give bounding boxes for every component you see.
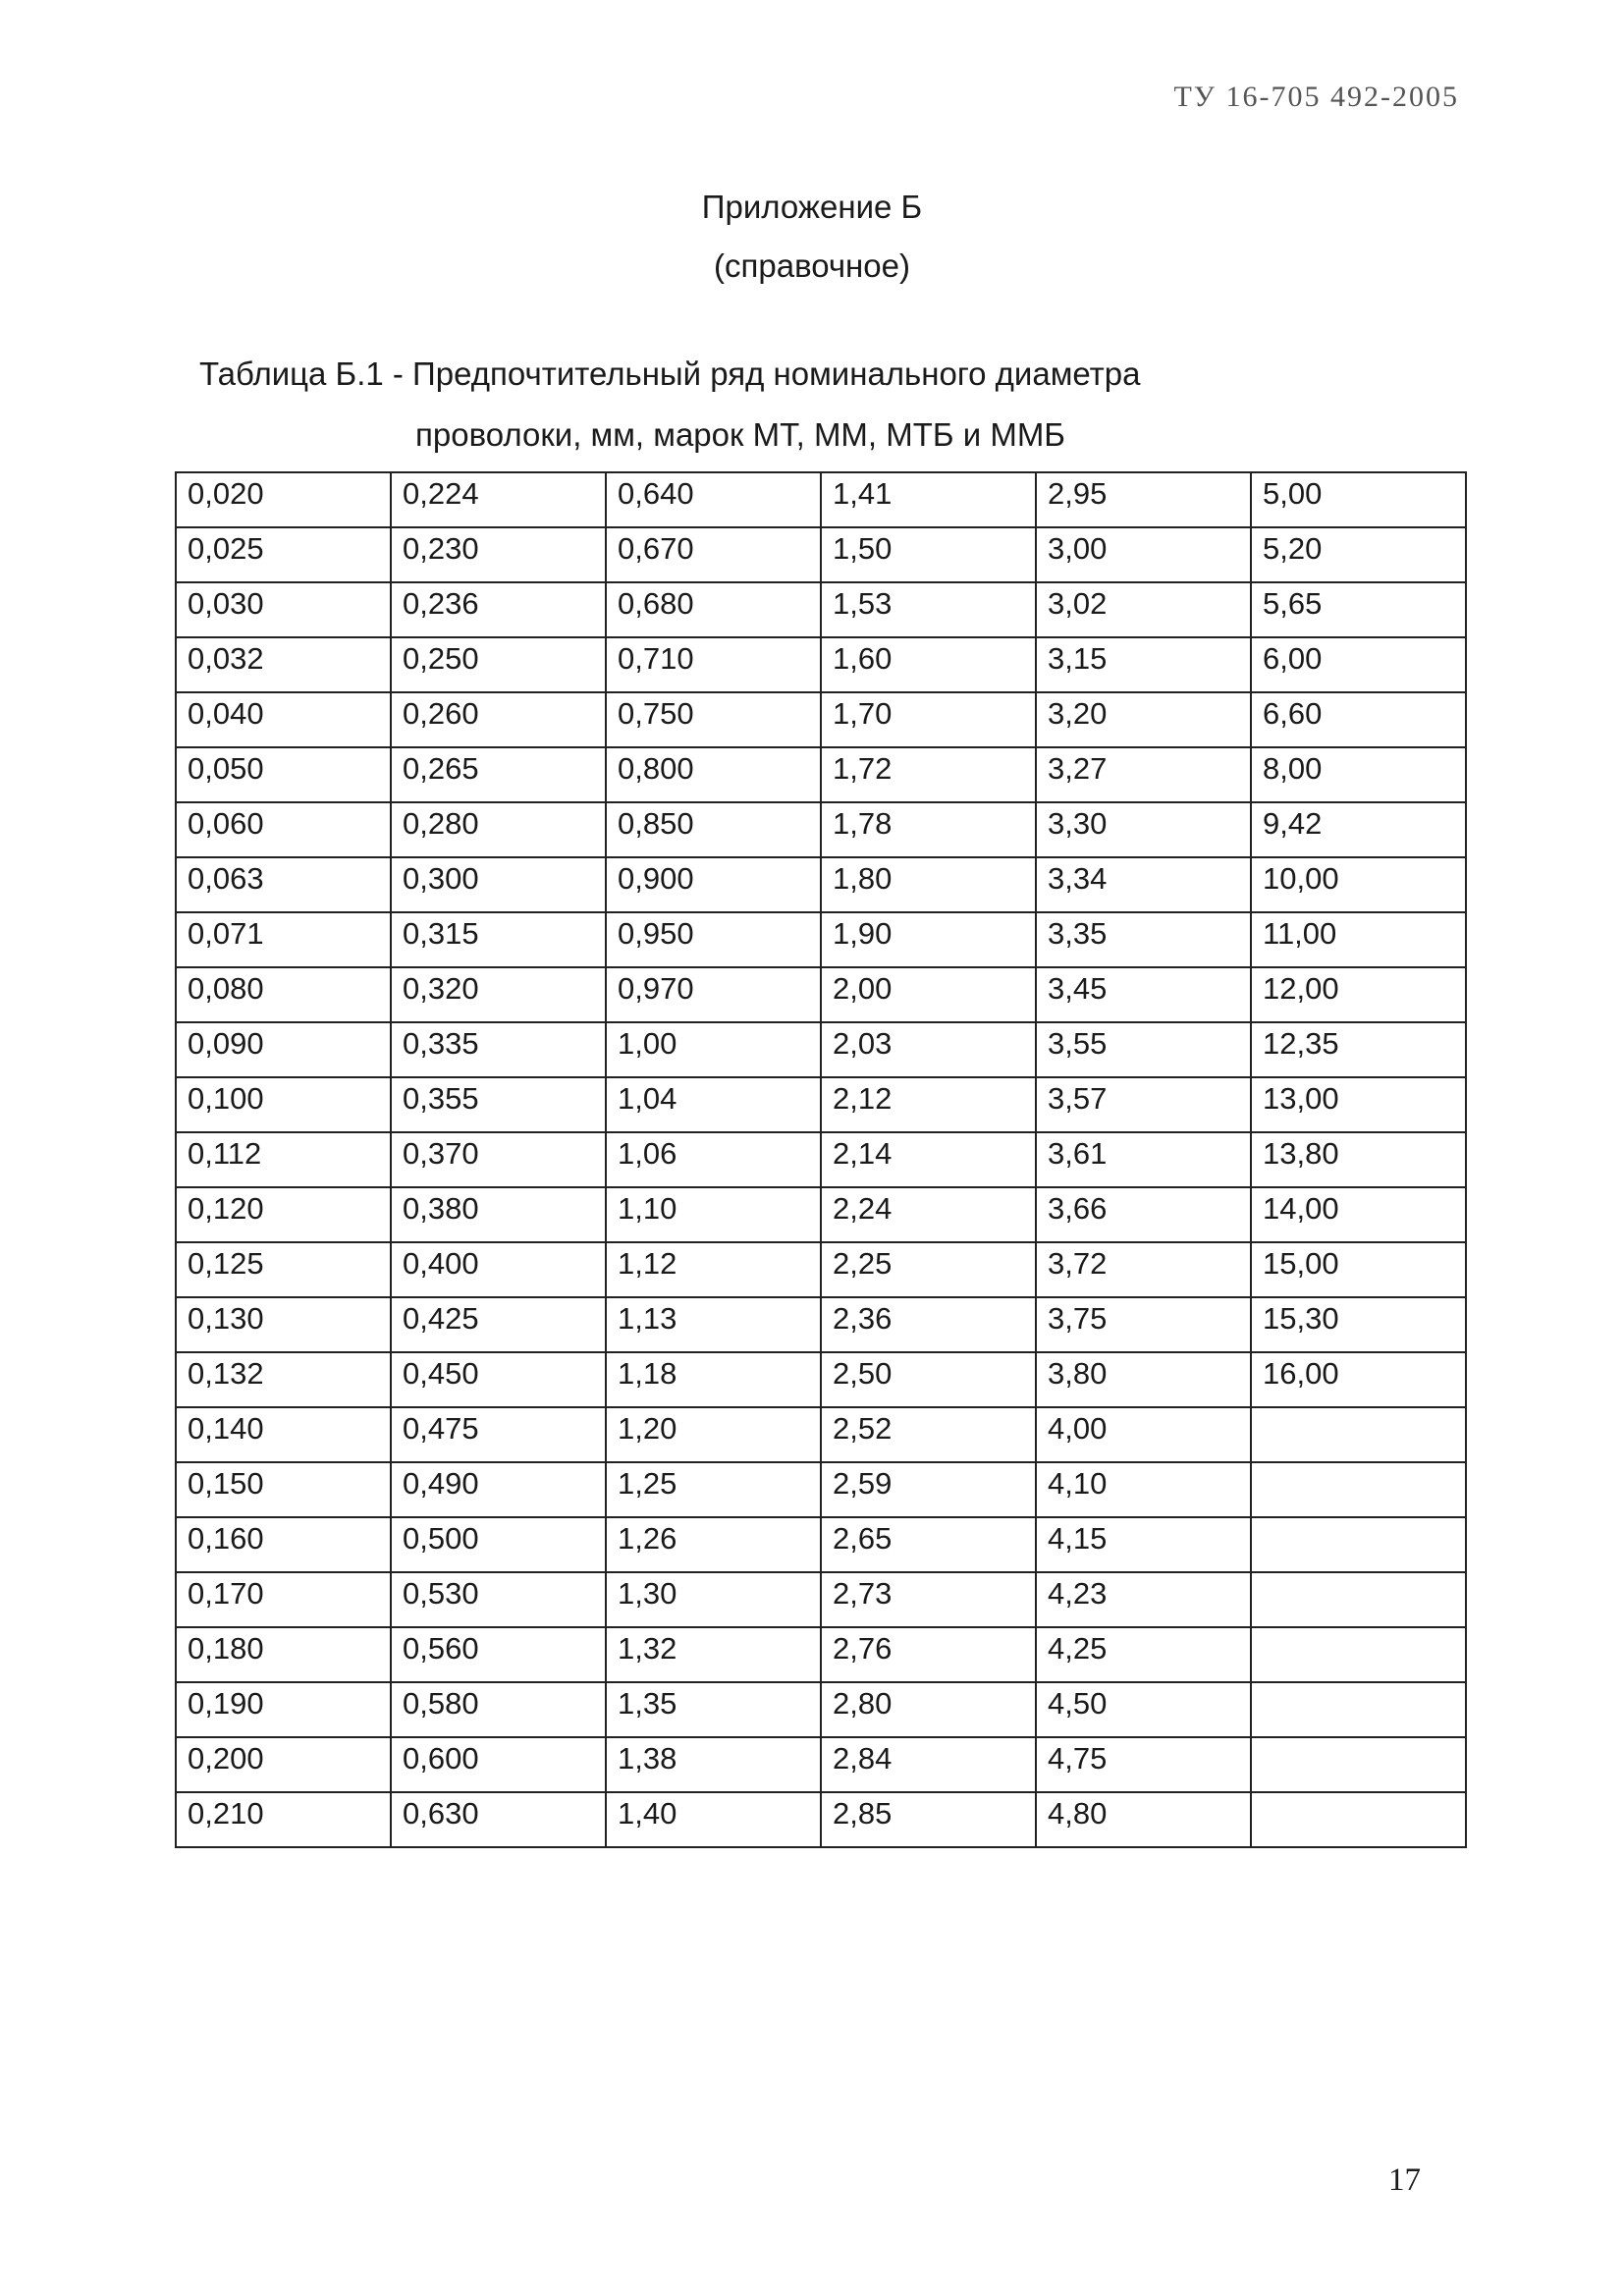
- table-cell: 4,25: [1036, 1627, 1251, 1682]
- table-cell: 3,15: [1036, 637, 1251, 692]
- table-row: [176, 967, 1466, 1022]
- table-cell: 0,530: [391, 1572, 606, 1627]
- table-cell: 0,265: [391, 747, 606, 802]
- wire-diameter-table: [175, 471, 1467, 1848]
- table-cell: 0,063: [176, 857, 391, 912]
- table-cell: 1,60: [821, 637, 1036, 692]
- table-cell: 0,030: [176, 582, 391, 637]
- table-cell: [1251, 1407, 1466, 1462]
- table-cell: 0,040: [176, 692, 391, 747]
- table-cell: 0,180: [176, 1627, 391, 1682]
- page-number: 17: [1388, 2162, 1421, 2198]
- table-cell: 0,250: [391, 637, 606, 692]
- table-cell: 1,50: [821, 527, 1036, 582]
- table-cell: 1,35: [606, 1682, 821, 1737]
- document-code: ТУ 16-705 492-2005: [1173, 81, 1459, 113]
- table-cell: 3,30: [1036, 802, 1251, 857]
- table-cell: 1,10: [606, 1187, 821, 1242]
- table-cell: 2,25: [821, 1242, 1036, 1297]
- table-cell: 0,280: [391, 802, 606, 857]
- table-cell: 11,00: [1251, 912, 1466, 967]
- table-cell: 2,00: [821, 967, 1036, 1022]
- table-cell: 0,210: [176, 1792, 391, 1847]
- table-row: [176, 1682, 1466, 1737]
- table-cell: 4,50: [1036, 1682, 1251, 1737]
- table-cell: 1,25: [606, 1462, 821, 1517]
- table-cell: 0,150: [176, 1462, 391, 1517]
- table-cell: 3,02: [1036, 582, 1251, 637]
- table-cell: 0,450: [391, 1352, 606, 1407]
- table-cell: 13,80: [1251, 1132, 1466, 1187]
- table-cell: 0,130: [176, 1297, 391, 1352]
- table-cell: 15,30: [1251, 1297, 1466, 1352]
- table-cell: 4,00: [1036, 1407, 1251, 1462]
- table-cell: 14,00: [1251, 1187, 1466, 1242]
- table-cell: 5,20: [1251, 527, 1466, 582]
- table-cell: 0,025: [176, 527, 391, 582]
- table-cell: 1,70: [821, 692, 1036, 747]
- table-row: [176, 912, 1466, 967]
- table-cell: 0,120: [176, 1187, 391, 1242]
- table-cell: 0,640: [606, 472, 821, 527]
- table-row: [176, 1242, 1466, 1297]
- table-cell: 0,230: [391, 527, 606, 582]
- table-cell: 1,18: [606, 1352, 821, 1407]
- table-row: [176, 1077, 1466, 1132]
- table-cell: 0,320: [391, 967, 606, 1022]
- table-cell: 0,112: [176, 1132, 391, 1187]
- table-cell: 0,355: [391, 1077, 606, 1132]
- table-row: [176, 802, 1466, 857]
- table-cell: 0,050: [176, 747, 391, 802]
- table-cell: 3,66: [1036, 1187, 1251, 1242]
- table-cell: 3,80: [1036, 1352, 1251, 1407]
- table-cell: 2,24: [821, 1187, 1036, 1242]
- table-row: [176, 1132, 1466, 1187]
- table-cell: [1251, 1627, 1466, 1682]
- table-row: [176, 1352, 1466, 1407]
- table-cell: 1,78: [821, 802, 1036, 857]
- table-row: [176, 1462, 1466, 1517]
- table-cell: 0,090: [176, 1022, 391, 1077]
- table-cell: 0,160: [176, 1517, 391, 1572]
- table-cell: 0,190: [176, 1682, 391, 1737]
- table-cell: 1,12: [606, 1242, 821, 1297]
- table-caption-line-1: Таблица Б.1 - Предпочтительный ряд номинального диаметра: [199, 355, 1141, 392]
- table-cell: 0,475: [391, 1407, 606, 1462]
- table-cell: 2,59: [821, 1462, 1036, 1517]
- table-cell: 4,75: [1036, 1737, 1251, 1792]
- table-cell: 2,36: [821, 1297, 1036, 1352]
- table-row: [176, 472, 1466, 527]
- table-cell: 8,00: [1251, 747, 1466, 802]
- table-row: [176, 1187, 1466, 1242]
- table-cell: 0,580: [391, 1682, 606, 1737]
- table-cell: 0,170: [176, 1572, 391, 1627]
- table-cell: 0,132: [176, 1352, 391, 1407]
- table-cell: 0,425: [391, 1297, 606, 1352]
- table-cell: 1,53: [821, 582, 1036, 637]
- table-cell: 1,26: [606, 1517, 821, 1572]
- table-cell: 0,224: [391, 472, 606, 527]
- table-cell: 0,750: [606, 692, 821, 747]
- table-cell: 2,52: [821, 1407, 1036, 1462]
- table-cell: [1251, 1682, 1466, 1737]
- table-cell: 0,200: [176, 1737, 391, 1792]
- table-cell: 0,850: [606, 802, 821, 857]
- table-cell: 0,020: [176, 472, 391, 527]
- table-cell: 2,65: [821, 1517, 1036, 1572]
- table-cell: 2,14: [821, 1132, 1036, 1187]
- table-cell: 0,140: [176, 1407, 391, 1462]
- table-cell: 4,10: [1036, 1462, 1251, 1517]
- table-cell: [1251, 1792, 1466, 1847]
- table-cell: 2,50: [821, 1352, 1036, 1407]
- table-cell: 4,15: [1036, 1517, 1251, 1572]
- table-cell: 3,57: [1036, 1077, 1251, 1132]
- table-cell: 3,27: [1036, 747, 1251, 802]
- appendix-title: Приложение Б: [701, 189, 923, 225]
- table-cell: 0,032: [176, 637, 391, 692]
- table-cell: 0,600: [391, 1737, 606, 1792]
- table-cell: 2,85: [821, 1792, 1036, 1847]
- table-cell: 2,84: [821, 1737, 1036, 1792]
- table-cell: 5,65: [1251, 582, 1466, 637]
- table-cell: 0,900: [606, 857, 821, 912]
- table-row: [176, 1792, 1466, 1847]
- table-cell: 12,00: [1251, 967, 1466, 1022]
- table-cell: 0,370: [391, 1132, 606, 1187]
- table-cell: 15,00: [1251, 1242, 1466, 1297]
- table-cell: 0,236: [391, 582, 606, 637]
- table-cell: 2,95: [1036, 472, 1251, 527]
- table-cell: 5,00: [1251, 472, 1466, 527]
- table-cell: 0,630: [391, 1792, 606, 1847]
- table-cell: 1,30: [606, 1572, 821, 1627]
- table-cell: 0,080: [176, 967, 391, 1022]
- table-cell: 0,125: [176, 1242, 391, 1297]
- table-cell: 12,35: [1251, 1022, 1466, 1077]
- table-cell: 3,75: [1036, 1297, 1251, 1352]
- table-cell: 1,41: [821, 472, 1036, 527]
- table-cell: 2,73: [821, 1572, 1036, 1627]
- appendix-subtitle: (справочное): [714, 247, 910, 284]
- table-cell: 0,800: [606, 747, 821, 802]
- table-cell: 2,80: [821, 1682, 1036, 1737]
- table-cell: 1,72: [821, 747, 1036, 802]
- table-cell: 3,00: [1036, 527, 1251, 582]
- table-row: [176, 1572, 1466, 1627]
- table-cell: 3,72: [1036, 1242, 1251, 1297]
- table-cell: 6,00: [1251, 637, 1466, 692]
- table-cell: 0,490: [391, 1462, 606, 1517]
- table-row: [176, 1022, 1466, 1077]
- table-row: [176, 1737, 1466, 1792]
- table-cell: 3,61: [1036, 1132, 1251, 1187]
- table-cell: 0,315: [391, 912, 606, 967]
- table-cell: 2,12: [821, 1077, 1036, 1132]
- table-cell: 1,90: [821, 912, 1036, 967]
- table-cell: 10,00: [1251, 857, 1466, 912]
- table-cell: 1,06: [606, 1132, 821, 1187]
- table-cell: 1,13: [606, 1297, 821, 1352]
- table-row: [176, 637, 1466, 692]
- table-row: [176, 1407, 1466, 1462]
- table-cell: 0,071: [176, 912, 391, 967]
- table-cell: 0,710: [606, 637, 821, 692]
- table-cell: 3,34: [1036, 857, 1251, 912]
- table-cell: 0,560: [391, 1627, 606, 1682]
- table-cell: 9,42: [1251, 802, 1466, 857]
- table-cell: 4,23: [1036, 1572, 1251, 1627]
- table-cell: 4,80: [1036, 1792, 1251, 1847]
- table-cell: [1251, 1462, 1466, 1517]
- table-cell: 0,970: [606, 967, 821, 1022]
- table-cell: 3,20: [1036, 692, 1251, 747]
- table-cell: 3,35: [1036, 912, 1251, 967]
- table-cell: 3,45: [1036, 967, 1251, 1022]
- table-cell: 0,950: [606, 912, 821, 967]
- table-row: [176, 527, 1466, 582]
- table-cell: 2,03: [821, 1022, 1036, 1077]
- table-cell: 2,76: [821, 1627, 1036, 1682]
- wire-diameter-table-body: [176, 472, 1466, 1847]
- table-cell: 0,100: [176, 1077, 391, 1132]
- table-row: [176, 1297, 1466, 1352]
- table-cell: 16,00: [1251, 1352, 1466, 1407]
- table-cell: 0,335: [391, 1022, 606, 1077]
- table-cell: [1251, 1517, 1466, 1572]
- table-row: [176, 857, 1466, 912]
- table-cell: 0,380: [391, 1187, 606, 1242]
- table-cell: 0,300: [391, 857, 606, 912]
- table-cell: 1,80: [821, 857, 1036, 912]
- table-cell: 0,670: [606, 527, 821, 582]
- table-cell: 3,55: [1036, 1022, 1251, 1077]
- table-row: [176, 692, 1466, 747]
- table-cell: 0,500: [391, 1517, 606, 1572]
- table-cell: 0,400: [391, 1242, 606, 1297]
- table-cell: 0,680: [606, 582, 821, 637]
- table-row: [176, 1517, 1466, 1572]
- table-caption-line-2: проволоки, мм, марок МТ, ММ, МТБ и ММБ: [415, 416, 1065, 453]
- table-cell: 0,260: [391, 692, 606, 747]
- table-row: [176, 1627, 1466, 1682]
- table-cell: 1,00: [606, 1022, 821, 1077]
- table-cell: 1,04: [606, 1077, 821, 1132]
- table-cell: 6,60: [1251, 692, 1466, 747]
- table-row: [176, 747, 1466, 802]
- table-cell: 1,32: [606, 1627, 821, 1682]
- table-cell: 1,20: [606, 1407, 821, 1462]
- table-cell: 1,38: [606, 1737, 821, 1792]
- table-cell: 13,00: [1251, 1077, 1466, 1132]
- table-cell: 1,40: [606, 1792, 821, 1847]
- table-row: [176, 582, 1466, 637]
- table-cell: 0,060: [176, 802, 391, 857]
- table-cell: [1251, 1572, 1466, 1627]
- table-cell: [1251, 1737, 1466, 1792]
